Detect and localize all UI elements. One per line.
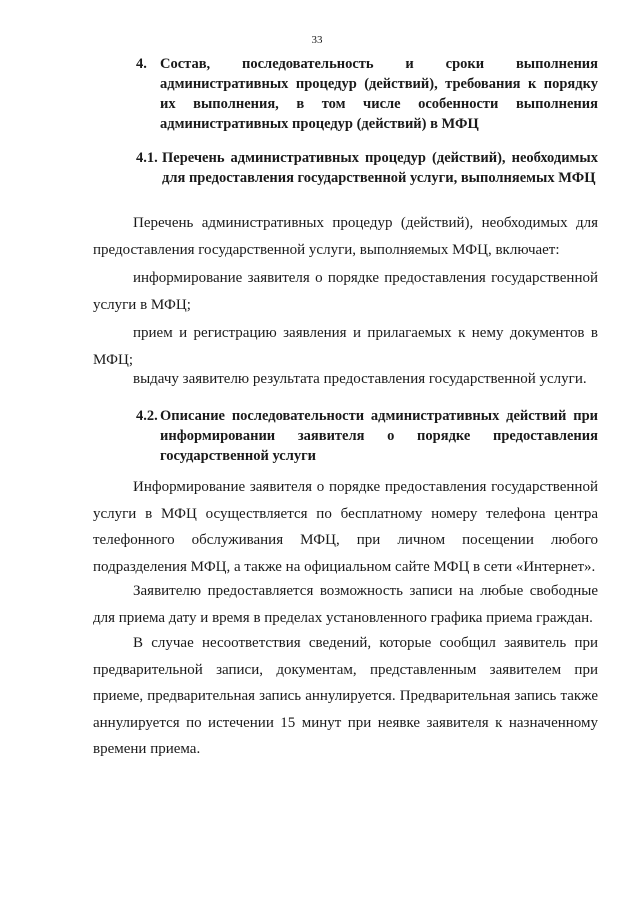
paragraph-text: Заявителю предоставляется возможность записи на любые свободные для приема дату и время в пределах установленного графика приема граждан. — [93, 583, 598, 626]
section-number: 4.2. — [136, 408, 158, 424]
list-item-text: выдачу заявителю результата предоставления государственной услуги. — [133, 371, 587, 387]
paragraph — [93, 630, 598, 763]
list-item — [93, 265, 598, 318]
paragraph — [93, 210, 598, 263]
section-number: 4. — [136, 56, 147, 72]
section-title: Описание последовательности административных действий при информировании заявителя о порядке предоставления государственной услуги — [160, 408, 598, 464]
section-title: Состав, последовательность и сроки выполнения административных процедур (действий), требования к порядку их выполнения, в том числе особенности выполнения административных процедур (действий) в МФЦ — [160, 56, 598, 132]
section-4-heading — [136, 54, 598, 134]
list-item-text: информирование заявителя о порядке предоставления государственной услуги в МФЦ; — [93, 270, 598, 313]
section-title: Перечень административных процедур (действий), необходимых для предоставления государственной услуги, выполняемых МФЦ — [162, 150, 598, 186]
paragraph-text: Перечень административных процедур (действий), необходимых для предоставления государственной услуги, выполняемых МФЦ, включает: — [93, 215, 598, 258]
paragraph — [93, 578, 598, 631]
section-4-2-heading — [136, 406, 598, 466]
section-4-1-heading — [136, 148, 598, 188]
paragraph — [93, 474, 598, 580]
list-item-text: прием и регистрацию заявления и прилагаемых к нему документов в МФЦ; — [93, 325, 598, 368]
paragraph-text: В случае несоответствия сведений, которые сообщил заявитель при предварительной записи, документам, представленным заявителем при приеме, предварительная запись аннулируется. Предварительная запись также аннулируется по истечении 15 минут при неявке заявителя к назначенному времени приема. — [93, 635, 598, 757]
paragraph-text: Информирование заявителя о порядке предоставления государственной услуги в МФЦ осуществляется по бесплатному номеру телефона центра телефонного обслуживания МФЦ, при личном посещении любого подразделения МФЦ, а также на официальном сайте МФЦ в сети «Интернет». — [93, 479, 598, 575]
section-number: 4.1. — [136, 150, 158, 166]
list-item — [93, 366, 598, 393]
page-number: 33 — [311, 34, 323, 46]
